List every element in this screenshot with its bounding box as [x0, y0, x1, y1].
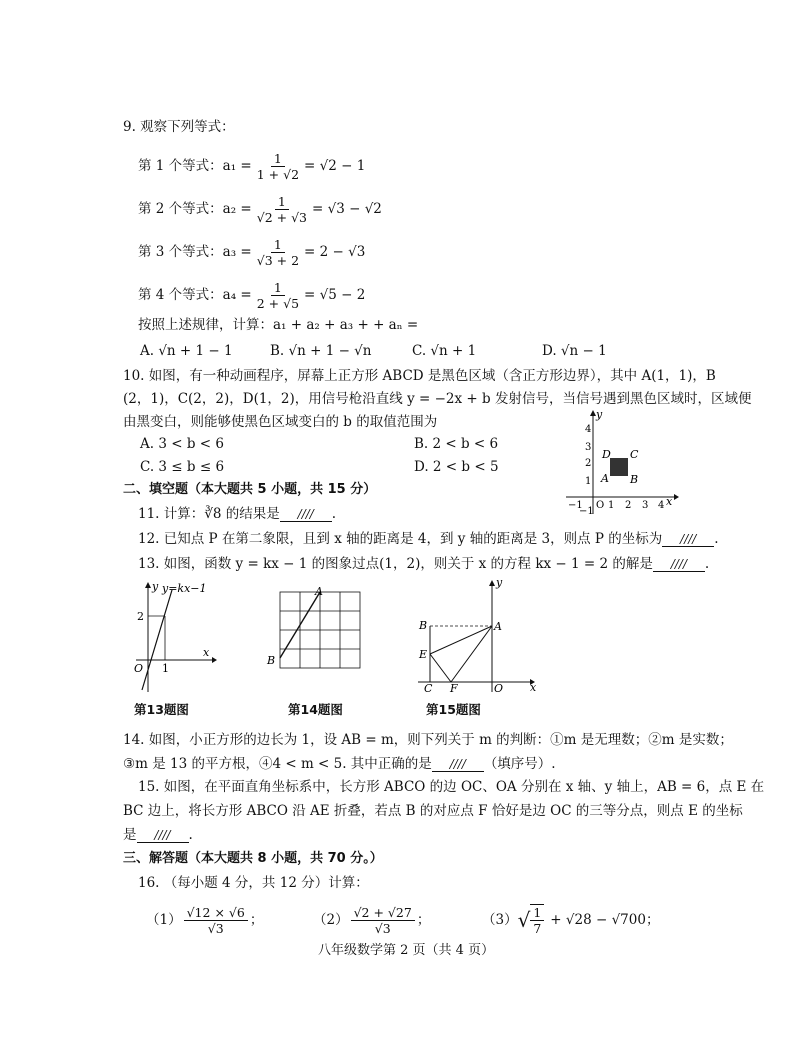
- q16-p2-lead: （2）: [313, 912, 349, 928]
- fig13-func-label: y=kx−1: [162, 582, 207, 595]
- q9-option-a[interactable]: A. √n + 1 − 1: [140, 343, 233, 359]
- q13-blank[interactable]: ////: [653, 557, 705, 572]
- q15-end: .: [188, 827, 193, 843]
- q16-p1-lead: （1）: [146, 912, 182, 928]
- q16-p2-num: √2 + √27: [351, 905, 415, 921]
- q15-line2: BC 边上，将长方形 ABCO 沿 AE 折叠，若点 B 的对应点 F 恰好是边 OC 的三等分点，则点 E 的坐标: [123, 803, 743, 819]
- q9-eq2-lead: 第 2 个等式：a₂ =: [138, 201, 252, 217]
- q9-eq4-den: 2 + √5: [256, 295, 300, 311]
- page-footer: 八年级数学第 2 页（共 4 页）: [318, 943, 495, 958]
- q9-eq3-res: = 2 − √3: [304, 244, 366, 260]
- q10-tick-y1: 1: [585, 476, 592, 487]
- q10-label-d: D: [602, 448, 611, 461]
- fig13-label-x: x: [203, 646, 210, 659]
- q9-eq3-num: 1: [271, 237, 285, 253]
- q10-option-b[interactable]: B. 2 < b < 6: [414, 436, 499, 452]
- q10-label-y: y: [596, 408, 603, 421]
- fig15-label-b: B: [419, 619, 428, 632]
- q14-blank[interactable]: ////: [432, 757, 484, 772]
- q10-x-arrow-icon: [674, 494, 679, 500]
- q14-line2-text: ③m 是 13 的平方根，④4 < m < 5. 其中正确的是: [123, 756, 432, 772]
- q9-eq1-den: 1 + √2: [256, 166, 300, 182]
- fig15-y-arrow-icon: [489, 580, 495, 586]
- q10-tick-x4: 4: [658, 500, 665, 511]
- q9-eq3-frac: [254, 237, 302, 268]
- q15-line3-pre: 是: [123, 827, 137, 843]
- fig15: [414, 578, 540, 694]
- q16-part1: [146, 900, 263, 940]
- q15-line1: 15. 如图，在平面直角坐标系中，长方形 ABCO 的边 OC、OA 分别在 x 轴、y 轴上，AB = 6，点 E 在: [138, 779, 765, 795]
- q9-eq2: [138, 191, 382, 227]
- q16-p3-end: ；: [645, 912, 660, 928]
- fig13-x-arrow-icon: [212, 657, 217, 663]
- q14-line2: [123, 755, 556, 773]
- fig13-origin: O: [134, 662, 144, 675]
- q16-p1-frac: [184, 905, 248, 936]
- q10-tick-y4: 4: [585, 424, 592, 435]
- q9-rule: 按照上述规律，计算：a₁ + a₂ + a₃ + + aₙ =: [138, 317, 419, 333]
- q10-option-c[interactable]: C. 3 ≤ b ≤ 6: [140, 459, 225, 475]
- q10-tick-y2: 2: [585, 458, 592, 469]
- q9-eq1-num: 1: [271, 151, 285, 167]
- fig13-y-arrow-icon: [145, 582, 151, 588]
- q12: [138, 530, 719, 548]
- q9-eq4-lead: 第 4 个等式：a₄ =: [138, 287, 252, 303]
- q9-eq3-lead: 第 3 个等式：a₃ =: [138, 244, 252, 260]
- q16-p2-den: √3: [374, 920, 391, 936]
- fig15-segment-af: [451, 626, 492, 682]
- fig14-label-b: B: [267, 654, 276, 667]
- q9-eq2-res: = √3 − √2: [312, 201, 382, 217]
- q10-label-a: A: [601, 472, 609, 485]
- q9-eq1-res: = √2 − 1: [304, 158, 366, 174]
- q9-eq2-frac: [254, 194, 310, 225]
- q13-text: 13. 如图，函数 y = kx − 1 的图象过点(1，2)，则关于 x 的方程 kx − 1 = 2 的解是: [138, 556, 653, 572]
- q15-line3: [123, 826, 193, 844]
- section-2-heading: 二、填空题（本大题共 5 小题，共 15 分）: [123, 482, 377, 497]
- fig13-function-line: [142, 590, 172, 690]
- fig13-label-y: y: [152, 580, 159, 593]
- fig15-segment-ef: [430, 654, 451, 682]
- q9-option-c[interactable]: C. √n + 1: [412, 343, 477, 359]
- q16-p3-frac: [530, 904, 544, 936]
- q16-p2-end: ；: [416, 912, 431, 928]
- q9-eq2-num: 1: [275, 194, 289, 210]
- q10-tick-x1: 1: [608, 500, 615, 511]
- q12-blank[interactable]: ////: [662, 532, 714, 547]
- q9-option-d[interactable]: D. √n − 1: [542, 343, 607, 359]
- fig13-tick-x: 1: [162, 662, 169, 675]
- fig15-fold-ae: [430, 626, 492, 654]
- q10-tick-xn1: −1: [568, 500, 583, 511]
- q14-line1: 14. 如图，小正方形的边长为 1，设 AB = m，则下列关于 m 的判断：①m 是无理数；②m 是实数；: [123, 732, 733, 748]
- q10-black-square: [610, 458, 628, 476]
- q9-eq4-num: 1: [271, 280, 285, 296]
- fig14: [264, 586, 364, 674]
- fig14-grid: [280, 592, 360, 668]
- q10-tick-x2: 2: [625, 500, 632, 511]
- q12-end: .: [714, 531, 719, 547]
- q16-stem: 16. （每小题 4 分，共 12 分）计算：: [138, 875, 369, 891]
- q16-p2-frac: [351, 905, 415, 936]
- q11-text: 11. 计算：∛8 的结果是: [138, 506, 280, 522]
- q10-option-d[interactable]: D. 2 < b < 5: [414, 459, 499, 475]
- q10-tick-x3: 3: [642, 500, 649, 511]
- q12-text: 12. 已知点 P 在第二象限，且到 x 轴的距离是 4，到 y 轴的距离是 3，则点 P 的坐标为: [138, 531, 663, 547]
- fig15-origin: O: [494, 682, 504, 694]
- fig15-label-c: C: [424, 682, 433, 694]
- q10-option-a[interactable]: A. 3 < b < 6: [140, 436, 224, 452]
- fig15-label-a: A: [494, 620, 502, 633]
- q15-blank[interactable]: ////: [137, 828, 189, 843]
- q16-p1-end: ；: [249, 912, 264, 928]
- q10-origin: O: [596, 500, 605, 511]
- q9-eq1-frac: [254, 151, 302, 182]
- fig15-caption: 第15题图: [426, 702, 481, 717]
- q9-eq1: [138, 148, 365, 184]
- q9-eq4-frac: [254, 280, 302, 311]
- q10-line2: (2，1)，C(2，2)，D(1，2)，用信号枪沿直线 y = −2x + b 发射信号，当信号遇到黑色区域时，区域便: [123, 391, 752, 407]
- q16-part3: [482, 900, 659, 940]
- q10-tick-y3: 3: [585, 442, 592, 453]
- q13: [138, 555, 709, 573]
- q9-eq4-res: = √5 − 2: [304, 287, 366, 303]
- q16-p3-rest: + √28 − √700: [550, 912, 646, 928]
- q11-blank[interactable]: ////: [280, 507, 332, 522]
- q9-eq4: [138, 277, 365, 313]
- q10-line3: 由黑变白，则能够使黑色区域变白的 b 的取值范围为: [123, 414, 438, 430]
- fig13-caption: 第13题图: [134, 702, 189, 717]
- fig15-label-y: y: [496, 578, 503, 589]
- q16-p1-den: √3: [207, 920, 224, 936]
- fig14-label-a: A: [315, 586, 323, 598]
- q9-eq2-den: √2 + √3: [256, 209, 308, 225]
- q10-tick-yn1: −1: [579, 506, 594, 517]
- q9-eq3-den: √3 + 2: [256, 252, 300, 268]
- fig13-tick-y: 2: [137, 610, 144, 623]
- q14-end: （填序号）.: [483, 756, 556, 772]
- fig15-label-e: E: [419, 648, 428, 661]
- q16-part2: [313, 900, 430, 940]
- fig15-label-x: x: [530, 681, 537, 694]
- q11: [138, 505, 336, 523]
- q13-end: .: [704, 556, 710, 572]
- q16-p1-num: √12 × √6: [184, 905, 248, 921]
- fig14-caption: 第14题图: [288, 702, 343, 717]
- q10-line1: 10. 如图，有一种动画程序，屏幕上正方形 ABCD 是黑色区域（含正方形边界），其中 A(1，1)，B: [123, 368, 716, 384]
- fig15-label-f: F: [450, 682, 458, 694]
- q10-figure: [560, 408, 680, 520]
- q9-eq1-lead: 第 1 个等式：a₁ =: [138, 158, 252, 174]
- q10-label-x: x: [666, 495, 673, 508]
- q16-p3-num: 1: [530, 905, 544, 921]
- fig13: [128, 580, 218, 696]
- q16-p3-radical-icon: √: [517, 908, 531, 932]
- q16-p3-lead: （3）: [482, 912, 518, 928]
- section-3-heading: 三、解答题（本大题共 8 小题，共 70 分。）: [123, 851, 383, 866]
- q10-label-b: B: [630, 473, 639, 486]
- q9-eq3: [138, 234, 365, 270]
- q11-end: .: [331, 506, 337, 522]
- q10-label-c: C: [630, 448, 639, 461]
- q16-p3-den: 7: [533, 921, 542, 936]
- q9-option-b[interactable]: B. √n + 1 − √n: [270, 343, 372, 359]
- q9-stem: 9. 观察下列等式：: [123, 119, 235, 135]
